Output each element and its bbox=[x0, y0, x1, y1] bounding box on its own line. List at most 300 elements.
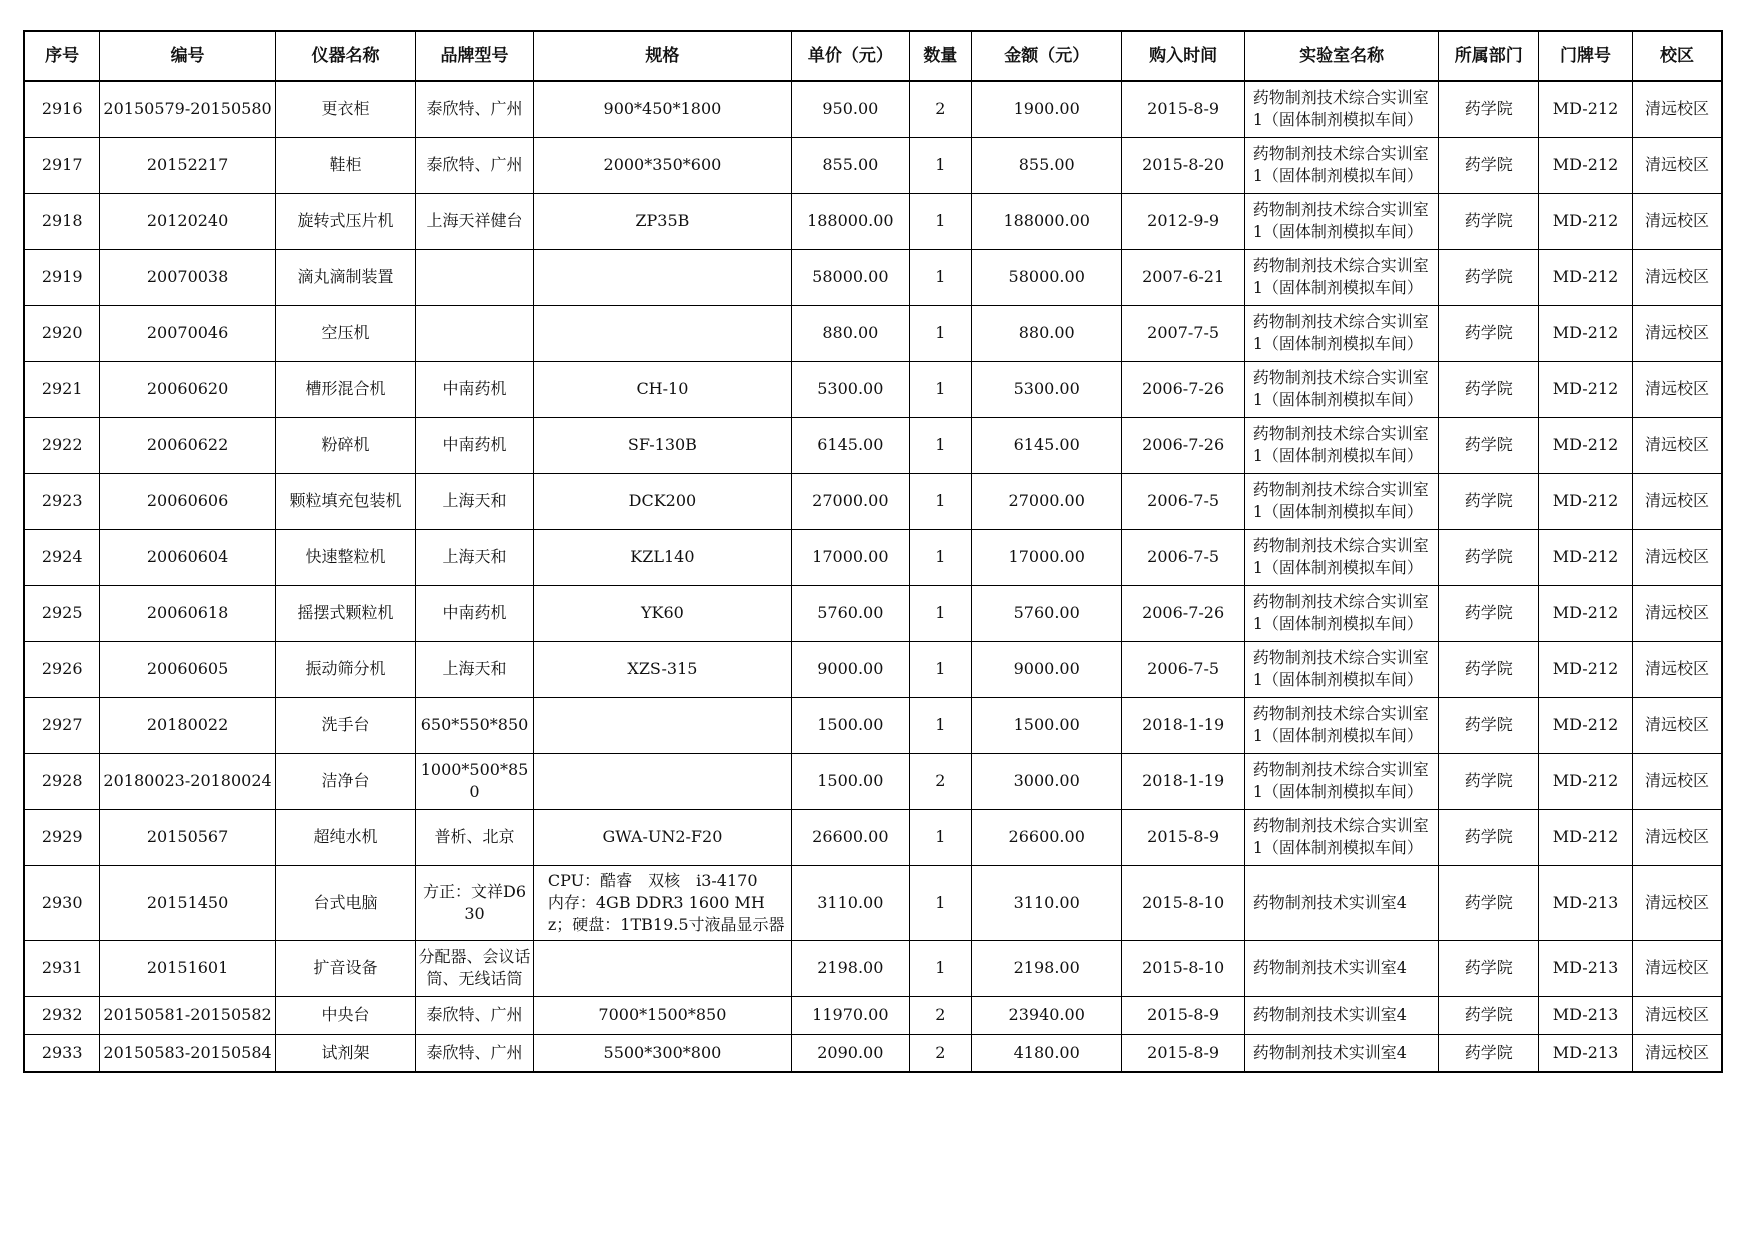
cell-code bbox=[100, 417, 275, 473]
cell-spec-text: SF-130B bbox=[627, 435, 697, 454]
table-row bbox=[24, 81, 1722, 137]
cell-room-text: MD-212 bbox=[1552, 323, 1619, 342]
cell-code bbox=[100, 137, 275, 193]
cell-date bbox=[1122, 361, 1244, 417]
cell-code-text: 20060618 bbox=[146, 603, 229, 622]
cell-dept bbox=[1439, 137, 1539, 193]
cell-name-text: 中央台 bbox=[321, 1005, 370, 1024]
cell-price bbox=[791, 193, 909, 249]
cell-name-text: 旋转式压片机 bbox=[297, 211, 394, 230]
cell-seq bbox=[24, 137, 100, 193]
cell-spec bbox=[533, 137, 791, 193]
cell-qty-text: 1 bbox=[935, 323, 946, 342]
cell-campus bbox=[1633, 193, 1723, 249]
cell-name-text: 振动筛分机 bbox=[305, 659, 386, 678]
cell-campus bbox=[1633, 361, 1723, 417]
cell-qty bbox=[909, 305, 971, 361]
cell-room-text: MD-212 bbox=[1552, 211, 1619, 230]
cell-spec bbox=[533, 585, 791, 641]
cell-code bbox=[100, 305, 275, 361]
cell-name bbox=[275, 809, 415, 865]
cell-dept-text: 药学院 bbox=[1464, 715, 1513, 734]
cell-date bbox=[1122, 249, 1244, 305]
cell-brand bbox=[416, 1034, 534, 1072]
cell-code bbox=[100, 641, 275, 697]
cell-qty-text: 1 bbox=[935, 155, 946, 174]
cell-spec-text: YK60 bbox=[640, 603, 684, 622]
header-date: 购入时间 bbox=[1122, 31, 1244, 81]
cell-amount-text: 1500.00 bbox=[1013, 715, 1080, 734]
cell-price bbox=[791, 753, 909, 809]
cell-campus-text: 清远校区 bbox=[1644, 603, 1709, 622]
cell-dept bbox=[1439, 697, 1539, 753]
cell-price-text: 58000.00 bbox=[812, 267, 889, 286]
cell-lab-text: 药物制剂技术综合实训室1（固体制剂模拟车间） bbox=[1252, 648, 1429, 689]
cell-campus-text: 清远校区 bbox=[1644, 379, 1709, 398]
cell-brand-text: 中南药机 bbox=[442, 435, 507, 454]
cell-brand bbox=[416, 753, 534, 809]
cell-campus bbox=[1633, 305, 1723, 361]
table-row bbox=[24, 417, 1722, 473]
cell-qty bbox=[909, 529, 971, 585]
cell-room-text: MD-212 bbox=[1552, 155, 1619, 174]
cell-name-text: 摇摆式颗粒机 bbox=[297, 603, 394, 622]
cell-date bbox=[1122, 940, 1244, 996]
cell-name bbox=[275, 697, 415, 753]
cell-code-text: 20180023-20180024 bbox=[103, 771, 272, 790]
cell-dept bbox=[1439, 249, 1539, 305]
table-row bbox=[24, 641, 1722, 697]
cell-dept bbox=[1439, 1034, 1539, 1072]
cell-amount bbox=[971, 641, 1122, 697]
cell-code bbox=[100, 996, 275, 1034]
cell-spec bbox=[533, 81, 791, 137]
cell-campus-text: 清远校区 bbox=[1644, 958, 1709, 977]
cell-price-text: 2090.00 bbox=[817, 1042, 884, 1062]
cell-price bbox=[791, 996, 909, 1034]
cell-code-text: 20151450 bbox=[146, 892, 229, 912]
table-row bbox=[24, 865, 1722, 940]
cell-dept-text: 药学院 bbox=[1464, 323, 1513, 342]
cell-code bbox=[100, 585, 275, 641]
cell-price bbox=[791, 529, 909, 585]
cell-price-text: 2198.00 bbox=[817, 958, 884, 977]
cell-amount bbox=[971, 940, 1122, 996]
cell-lab bbox=[1244, 809, 1439, 865]
cell-date bbox=[1122, 1034, 1244, 1072]
cell-price bbox=[791, 865, 909, 940]
cell-dept-text: 药学院 bbox=[1464, 155, 1513, 174]
cell-spec-text: CPU：酷睿 双核 i3-4170 内存：4GB DDR3 1600 MHz；硬盘：1TB19.5寸液晶显示器 bbox=[547, 870, 785, 934]
cell-qty bbox=[909, 865, 971, 940]
cell-amount-text: 3000.00 bbox=[1013, 771, 1080, 790]
cell-spec bbox=[533, 1034, 791, 1072]
cell-seq bbox=[24, 417, 100, 473]
cell-name-text: 滴丸滴制装置 bbox=[297, 267, 394, 286]
cell-qty bbox=[909, 940, 971, 996]
cell-name-text: 鞋柜 bbox=[329, 155, 362, 174]
cell-price bbox=[791, 417, 909, 473]
cell-date bbox=[1122, 81, 1244, 137]
cell-price-text: 5760.00 bbox=[817, 603, 884, 622]
cell-lab bbox=[1244, 81, 1439, 137]
cell-room-text: MD-212 bbox=[1552, 379, 1619, 398]
cell-date-text: 2018-1-19 bbox=[1142, 771, 1225, 790]
cell-date-text: 2015-8-9 bbox=[1147, 1005, 1220, 1024]
cell-spec bbox=[533, 417, 791, 473]
cell-amount bbox=[971, 249, 1122, 305]
cell-amount bbox=[971, 305, 1122, 361]
cell-room bbox=[1539, 865, 1633, 940]
cell-dept-text: 药学院 bbox=[1464, 491, 1513, 510]
cell-seq bbox=[24, 940, 100, 996]
cell-dept bbox=[1439, 809, 1539, 865]
cell-seq-text: 2931 bbox=[41, 958, 83, 977]
cell-room bbox=[1539, 137, 1633, 193]
cell-date-text: 2006-7-5 bbox=[1147, 659, 1220, 678]
cell-date-text: 2006-7-5 bbox=[1147, 547, 1220, 566]
cell-brand-text: 泰欣特、广州 bbox=[426, 1005, 523, 1024]
cell-room-text: MD-212 bbox=[1552, 827, 1619, 846]
cell-code-text: 20060620 bbox=[146, 379, 229, 398]
cell-seq-text: 2924 bbox=[41, 547, 83, 566]
cell-price bbox=[791, 137, 909, 193]
cell-code bbox=[100, 193, 275, 249]
header-dept: 所属部门 bbox=[1439, 31, 1539, 81]
cell-dept-text: 药学院 bbox=[1464, 771, 1513, 790]
cell-seq-text: 2918 bbox=[41, 211, 83, 230]
cell-brand-text: 中南药机 bbox=[442, 379, 507, 398]
cell-lab-text: 药物制剂技术综合实训室1（固体制剂模拟车间） bbox=[1252, 424, 1429, 465]
cell-amount bbox=[971, 996, 1122, 1034]
cell-name-text: 空压机 bbox=[321, 323, 370, 342]
cell-dept-text: 药学院 bbox=[1464, 379, 1513, 398]
cell-room-text: MD-213 bbox=[1552, 1042, 1619, 1062]
cell-qty bbox=[909, 697, 971, 753]
cell-price-text: 880.00 bbox=[822, 323, 879, 342]
cell-lab-text: 药物制剂技术实训室4 bbox=[1252, 958, 1407, 977]
cell-seq-text: 2921 bbox=[41, 379, 83, 398]
cell-name-text: 槽形混合机 bbox=[305, 379, 386, 398]
cell-spec bbox=[533, 249, 791, 305]
cell-amount-text: 4180.00 bbox=[1013, 1042, 1080, 1062]
cell-qty-text: 1 bbox=[935, 659, 946, 678]
cell-qty bbox=[909, 361, 971, 417]
cell-brand-text: 分配器、会议话筒、无线话筒 bbox=[418, 947, 531, 988]
cell-date-text: 2015-8-9 bbox=[1147, 99, 1220, 119]
cell-brand-text: 泰欣特、广州 bbox=[426, 99, 523, 119]
cell-brand-text: 普析、北京 bbox=[434, 827, 515, 846]
cell-dept bbox=[1439, 996, 1539, 1034]
cell-date bbox=[1122, 417, 1244, 473]
cell-dept bbox=[1439, 865, 1539, 940]
cell-spec-text: 900*450*1800 bbox=[603, 99, 722, 119]
cell-dept bbox=[1439, 305, 1539, 361]
cell-amount-text: 23940.00 bbox=[1008, 1005, 1085, 1024]
cell-seq bbox=[24, 585, 100, 641]
header-amount: 金额（元） bbox=[971, 31, 1122, 81]
cell-campus-text: 清远校区 bbox=[1644, 547, 1709, 566]
cell-lab bbox=[1244, 529, 1439, 585]
cell-amount-text: 6145.00 bbox=[1013, 435, 1080, 454]
cell-room-text: MD-212 bbox=[1552, 771, 1619, 790]
cell-name bbox=[275, 361, 415, 417]
cell-seq bbox=[24, 473, 100, 529]
cell-amount-text: 27000.00 bbox=[1008, 491, 1085, 510]
cell-seq bbox=[24, 753, 100, 809]
cell-campus bbox=[1633, 753, 1723, 809]
cell-lab-text: 药物制剂技术综合实训室1（固体制剂模拟车间） bbox=[1252, 816, 1429, 857]
cell-lab-text: 药物制剂技术综合实训室1（固体制剂模拟车间） bbox=[1252, 144, 1429, 185]
cell-seq bbox=[24, 529, 100, 585]
cell-code-text: 20070038 bbox=[146, 267, 229, 286]
cell-name bbox=[275, 305, 415, 361]
cell-spec-text: XZS-315 bbox=[627, 659, 698, 678]
cell-name bbox=[275, 940, 415, 996]
cell-dept bbox=[1439, 529, 1539, 585]
cell-spec bbox=[533, 809, 791, 865]
cell-brand bbox=[416, 865, 534, 940]
cell-lab bbox=[1244, 137, 1439, 193]
cell-room bbox=[1539, 417, 1633, 473]
cell-brand bbox=[416, 417, 534, 473]
cell-room bbox=[1539, 996, 1633, 1034]
cell-name-text: 粉碎机 bbox=[321, 435, 370, 454]
cell-code-text: 20150581-20150582 bbox=[103, 1005, 272, 1024]
cell-date bbox=[1122, 585, 1244, 641]
cell-amount bbox=[971, 585, 1122, 641]
cell-amount-text: 880.00 bbox=[1018, 323, 1075, 342]
cell-code bbox=[100, 753, 275, 809]
cell-spec-text: 5500*300*800 bbox=[603, 1042, 722, 1062]
cell-price bbox=[791, 809, 909, 865]
cell-date-text: 2006-7-26 bbox=[1142, 603, 1225, 622]
cell-room-text: MD-213 bbox=[1552, 1005, 1619, 1024]
cell-amount bbox=[971, 697, 1122, 753]
cell-dept-text: 药学院 bbox=[1464, 827, 1513, 846]
cell-name-text: 快速整粒机 bbox=[305, 547, 386, 566]
table-row bbox=[24, 473, 1722, 529]
cell-price-text: 3110.00 bbox=[817, 892, 884, 912]
cell-dept-text: 药学院 bbox=[1464, 547, 1513, 566]
cell-code-text: 20120240 bbox=[146, 211, 229, 230]
cell-amount-text: 5760.00 bbox=[1013, 603, 1080, 622]
table-row bbox=[24, 193, 1722, 249]
cell-lab-text: 药物制剂技术综合实训室1（固体制剂模拟车间） bbox=[1252, 256, 1429, 297]
cell-lab bbox=[1244, 753, 1439, 809]
cell-lab-text: 药物制剂技术综合实训室1（固体制剂模拟车间） bbox=[1252, 200, 1429, 241]
header-qty: 数量 bbox=[909, 31, 971, 81]
cell-spec bbox=[533, 473, 791, 529]
cell-lab bbox=[1244, 417, 1439, 473]
cell-campus-text: 清远校区 bbox=[1644, 155, 1709, 174]
cell-room bbox=[1539, 305, 1633, 361]
cell-amount-text: 3110.00 bbox=[1013, 892, 1080, 912]
cell-name-text: 颗粒填充包装机 bbox=[289, 491, 402, 510]
cell-price bbox=[791, 585, 909, 641]
cell-lab-text: 药物制剂技术综合实训室1（固体制剂模拟车间） bbox=[1252, 592, 1429, 633]
cell-price-text: 11970.00 bbox=[812, 1005, 889, 1024]
cell-code bbox=[100, 81, 275, 137]
cell-dept-text: 药学院 bbox=[1464, 435, 1513, 454]
cell-qty-text: 2 bbox=[935, 1005, 946, 1024]
cell-date-text: 2015-8-10 bbox=[1142, 892, 1225, 912]
cell-price-text: 9000.00 bbox=[817, 659, 884, 678]
cell-room-text: MD-212 bbox=[1552, 603, 1619, 622]
cell-seq bbox=[24, 361, 100, 417]
cell-amount-text: 2198.00 bbox=[1013, 958, 1080, 977]
cell-seq-text: 2933 bbox=[41, 1042, 83, 1062]
cell-qty bbox=[909, 585, 971, 641]
cell-spec bbox=[533, 193, 791, 249]
cell-brand bbox=[416, 137, 534, 193]
cell-brand-text: 方正：文祥D630 bbox=[423, 881, 527, 923]
cell-campus-text: 清远校区 bbox=[1644, 892, 1709, 912]
cell-dept bbox=[1439, 193, 1539, 249]
cell-name-text: 试剂架 bbox=[321, 1042, 370, 1062]
cell-campus-text: 清远校区 bbox=[1644, 659, 1709, 678]
table-row bbox=[24, 585, 1722, 641]
cell-brand bbox=[416, 697, 534, 753]
cell-dept bbox=[1439, 361, 1539, 417]
cell-seq-text: 2926 bbox=[41, 659, 83, 678]
cell-seq-text: 2919 bbox=[41, 267, 83, 286]
cell-qty bbox=[909, 996, 971, 1034]
cell-dept-text: 药学院 bbox=[1464, 1042, 1513, 1062]
cell-room-text: MD-212 bbox=[1552, 547, 1619, 566]
cell-code-text: 20060622 bbox=[146, 435, 229, 454]
table-row bbox=[24, 1034, 1722, 1072]
cell-dept bbox=[1439, 473, 1539, 529]
header-code: 编号 bbox=[100, 31, 275, 81]
cell-lab-text: 药物制剂技术综合实训室1（固体制剂模拟车间） bbox=[1252, 760, 1429, 801]
cell-spec-text: GWA-UN2-F20 bbox=[602, 827, 723, 846]
cell-spec bbox=[533, 940, 791, 996]
cell-amount bbox=[971, 865, 1122, 940]
cell-room-text: MD-213 bbox=[1552, 892, 1619, 912]
cell-seq bbox=[24, 697, 100, 753]
cell-date-text: 2015-8-9 bbox=[1147, 1042, 1220, 1062]
cell-name bbox=[275, 996, 415, 1034]
table-row bbox=[24, 753, 1722, 809]
cell-campus-text: 清远校区 bbox=[1644, 323, 1709, 342]
cell-name bbox=[275, 81, 415, 137]
cell-lab bbox=[1244, 249, 1439, 305]
cell-brand-text: 上海天祥健台 bbox=[426, 211, 523, 230]
table-row bbox=[24, 361, 1722, 417]
cell-dept bbox=[1439, 585, 1539, 641]
cell-qty bbox=[909, 249, 971, 305]
table-row bbox=[24, 249, 1722, 305]
cell-date-text: 2015-8-10 bbox=[1142, 958, 1225, 977]
cell-name bbox=[275, 585, 415, 641]
cell-date bbox=[1122, 641, 1244, 697]
cell-code bbox=[100, 529, 275, 585]
cell-price-text: 1500.00 bbox=[817, 771, 884, 790]
cell-name-text: 扩音设备 bbox=[313, 958, 378, 977]
cell-lab-text: 药物制剂技术综合实训室1（固体制剂模拟车间） bbox=[1252, 88, 1429, 130]
cell-brand-text: 上海天和 bbox=[442, 659, 507, 678]
cell-price bbox=[791, 1034, 909, 1072]
cell-code-text: 20150567 bbox=[146, 827, 229, 846]
cell-brand bbox=[416, 249, 534, 305]
cell-amount-text: 188000.00 bbox=[1003, 211, 1090, 230]
table-row bbox=[24, 996, 1722, 1034]
cell-code bbox=[100, 940, 275, 996]
cell-dept-text: 药学院 bbox=[1464, 659, 1513, 678]
cell-dept-text: 药学院 bbox=[1464, 958, 1513, 977]
cell-brand bbox=[416, 361, 534, 417]
cell-qty-text: 1 bbox=[935, 892, 946, 912]
header-campus: 校区 bbox=[1633, 31, 1723, 81]
cell-code-text: 20060605 bbox=[146, 659, 229, 678]
cell-room-text: MD-212 bbox=[1552, 435, 1619, 454]
cell-name-text: 洗手台 bbox=[321, 715, 370, 734]
cell-seq bbox=[24, 809, 100, 865]
cell-lab-text: 药物制剂技术实训室4 bbox=[1252, 1042, 1407, 1062]
cell-room bbox=[1539, 641, 1633, 697]
cell-price-text: 26600.00 bbox=[812, 827, 889, 846]
cell-name bbox=[275, 137, 415, 193]
table-row bbox=[24, 137, 1722, 193]
cell-lab-text: 药物制剂技术综合实训室1（固体制剂模拟车间） bbox=[1252, 704, 1429, 745]
cell-dept-text: 药学院 bbox=[1464, 211, 1513, 230]
cell-name bbox=[275, 641, 415, 697]
cell-amount bbox=[971, 809, 1122, 865]
cell-campus-text: 清远校区 bbox=[1644, 435, 1709, 454]
cell-code-text: 20150583-20150584 bbox=[103, 1042, 272, 1062]
cell-seq-text: 2927 bbox=[41, 715, 83, 734]
cell-campus bbox=[1633, 697, 1723, 753]
cell-lab-text: 药物制剂技术综合实训室1（固体制剂模拟车间） bbox=[1252, 312, 1429, 353]
cell-campus bbox=[1633, 865, 1723, 940]
cell-date-text: 2018-1-19 bbox=[1142, 715, 1225, 734]
cell-price-text: 855.00 bbox=[822, 155, 879, 174]
cell-qty bbox=[909, 1034, 971, 1072]
cell-name bbox=[275, 473, 415, 529]
cell-seq-text: 2930 bbox=[41, 892, 83, 912]
cell-date bbox=[1122, 529, 1244, 585]
cell-room bbox=[1539, 361, 1633, 417]
cell-brand bbox=[416, 940, 534, 996]
cell-qty-text: 1 bbox=[935, 435, 946, 454]
cell-lab bbox=[1244, 473, 1439, 529]
cell-date-text: 2007-7-5 bbox=[1147, 323, 1220, 342]
cell-price-text: 950.00 bbox=[822, 99, 879, 119]
cell-lab bbox=[1244, 361, 1439, 417]
cell-brand bbox=[416, 193, 534, 249]
cell-qty-text: 1 bbox=[935, 547, 946, 566]
cell-campus bbox=[1633, 529, 1723, 585]
cell-date bbox=[1122, 137, 1244, 193]
cell-lab bbox=[1244, 865, 1439, 940]
cell-seq-text: 2925 bbox=[41, 603, 83, 622]
cell-price bbox=[791, 249, 909, 305]
cell-brand bbox=[416, 529, 534, 585]
cell-campus-text: 清远校区 bbox=[1644, 99, 1709, 119]
cell-spec bbox=[533, 529, 791, 585]
cell-lab-text: 药物制剂技术综合实训室1（固体制剂模拟车间） bbox=[1252, 368, 1429, 409]
cell-lab bbox=[1244, 193, 1439, 249]
cell-room-text: MD-212 bbox=[1552, 491, 1619, 510]
cell-spec-text: CH-10 bbox=[636, 379, 689, 398]
cell-seq-text: 2929 bbox=[41, 827, 83, 846]
cell-code bbox=[100, 697, 275, 753]
cell-name-text: 台式电脑 bbox=[313, 892, 378, 912]
cell-date-text: 2006-7-26 bbox=[1142, 435, 1225, 454]
cell-brand bbox=[416, 305, 534, 361]
cell-qty-text: 2 bbox=[935, 99, 946, 119]
